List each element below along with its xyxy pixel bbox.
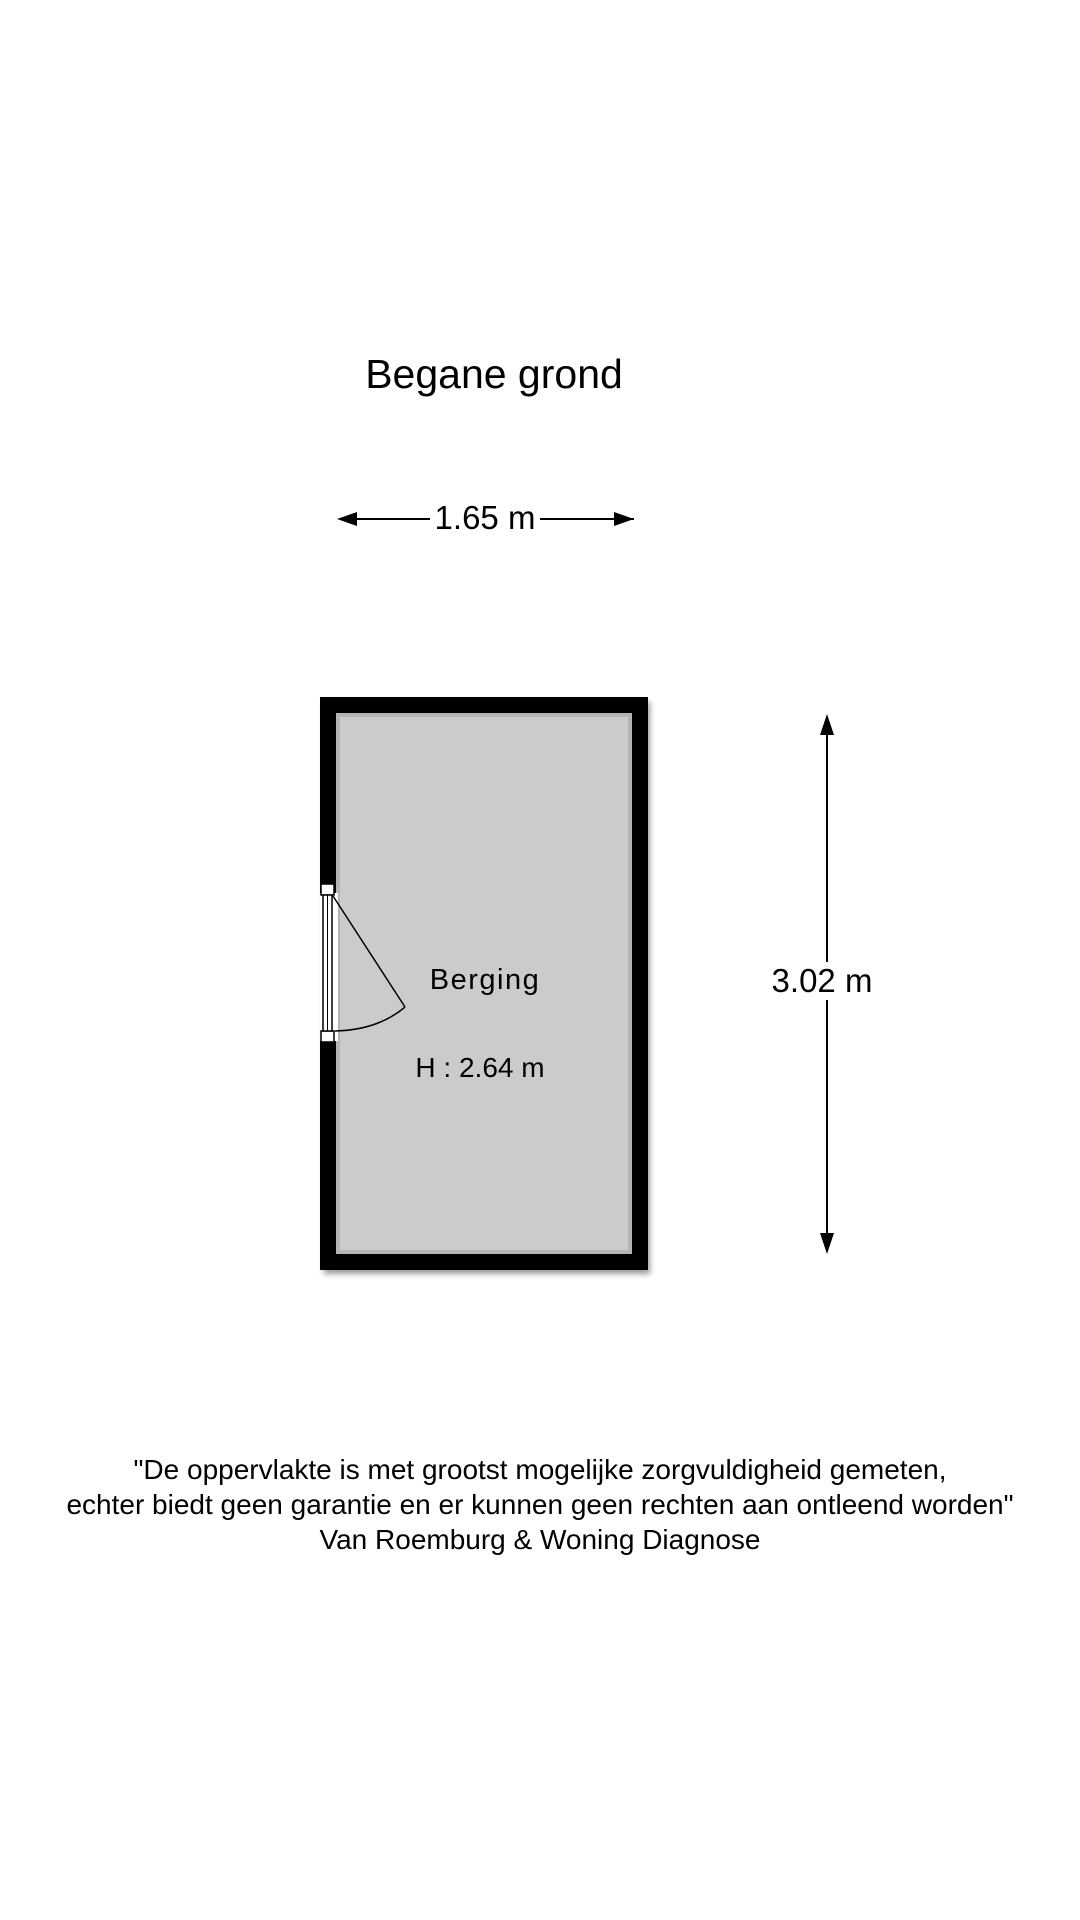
room-name-label: Berging — [429, 964, 541, 996]
room-ceiling-height-label: H : 2.64 m — [415, 1052, 545, 1083]
door-jamb-bottom — [321, 1031, 334, 1042]
arrow-up-icon — [820, 714, 834, 735]
disclaimer-line-2: echter biedt geen garantie en er kunnen geen rechten aan ontleend worden" — [66, 1489, 1014, 1520]
height-dimension-label: 3.02 m — [762, 962, 882, 1000]
arrow-down-icon — [820, 1233, 834, 1254]
floor-title: Begane grond — [365, 351, 623, 397]
disclaimer-line-1: "De oppervlakte is met grootst mogelijke zorgvuldigheid gemeten, — [133, 1454, 947, 1485]
arrow-left-icon — [337, 512, 357, 526]
arrow-right-icon — [614, 512, 634, 526]
door-jamb-top — [321, 884, 334, 895]
width-dimension-label: 1.65 m — [430, 499, 540, 537]
disclaimer — [0, 1452, 1080, 1557]
disclaimer-line-3: Van Roemburg & Woning Diagnose — [319, 1524, 761, 1555]
